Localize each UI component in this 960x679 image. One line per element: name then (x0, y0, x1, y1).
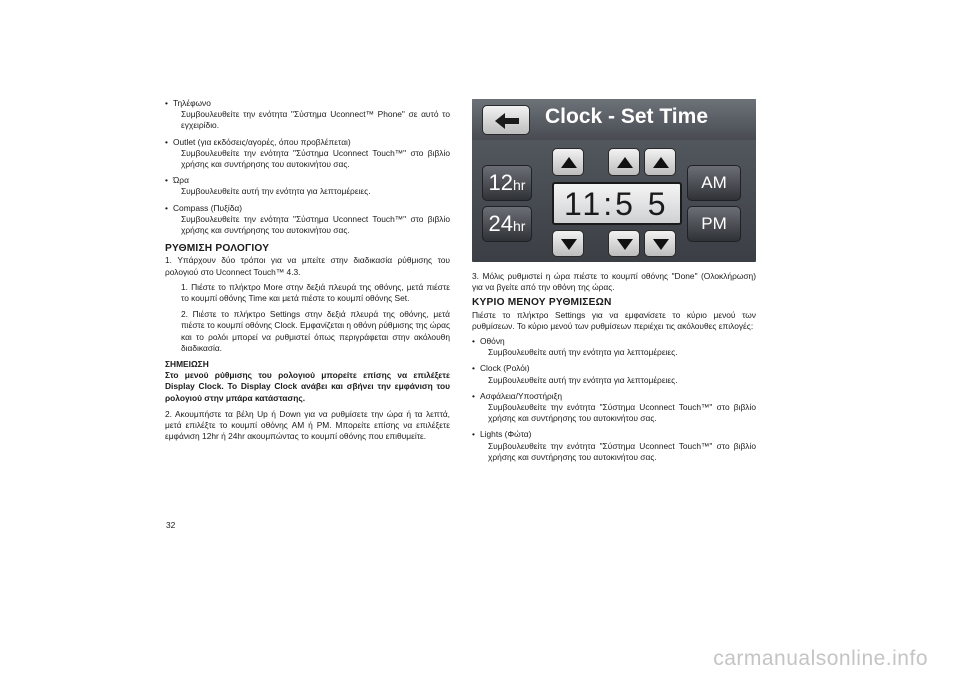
watermark: carmanualsonline.info (713, 647, 928, 670)
list-item-title: • Compass (Πυξίδα) (165, 203, 450, 214)
12hr-button[interactable] (482, 165, 532, 201)
list-item-title: • Ώρα (165, 175, 450, 186)
list-item-title: • Ασφάλεια/Υποστήριξη (472, 391, 756, 402)
triangle-down-icon (645, 231, 677, 258)
triangle-down-icon (609, 231, 641, 258)
list-item-text: Συμβουλευθείτε αυτή την ενότητα για λεπτομέρειες. (488, 347, 678, 358)
list-item-text: Συμβουλευθείτε την ενότητα "Σύστημα Uconnect™ Phone" σε αυτό το εγχειρίδιο. (181, 109, 450, 131)
triangle-up-icon (609, 149, 641, 177)
minute-ones-up-button[interactable] (644, 148, 676, 176)
step-more-button: 1. Πιέστε το πλήκτρο More στην δεξιά πλευρά της οθόνης, μετά πιέστε το κουμπί οθόνης Time και μετά πιέστε το κουμπί οθόνης Set. (181, 281, 450, 304)
list-item-title: • Clock (Ρολόι) (472, 363, 756, 374)
main-settings-heading: ΚΥΡΙΟ ΜΕΝΟΥ ΡΥΘΜΙΣΕΩΝ (472, 297, 612, 309)
am-label: AM (701, 173, 727, 192)
minute-tens-up-button[interactable] (608, 148, 640, 176)
triangle-up-icon (645, 149, 677, 177)
step-settings-button: 2. Πιέστε το πλήκτρο Settings στην δεξιά πλευρά της οθόνης, μετά πιέστε το κουμπί οθόνης Clock. Εμφανίζεται η οθόνη ρύθμισης της ώρας και το ρολόι μπορεί να ρυθμιστεί όπως περιγράφεται στην ακόλουθη διαδικασία. (181, 309, 450, 353)
list-item-text: Συμβουλευθείτε την ενότητα "Σύστημα Uconnect Touch™" στο βιβλίο χρήσης και συντήρησης του αυτοκινήτου σας. (488, 440, 756, 462)
list-item-text: Συμβουλευθείτε την ενότητα "Σύστημα Uconnect Touch™" στο βιβλίο χρήσης και συντήρησης του αυτοκινήτου σας. (488, 402, 756, 424)
clock-set-time-screen (472, 99, 756, 262)
am-button[interactable] (687, 165, 741, 201)
back-button[interactable] (482, 105, 530, 135)
list-item-title: • Οθόνη (472, 336, 756, 347)
24hr-label: 24hr (488, 211, 526, 236)
page-number: 32 (166, 520, 176, 530)
note-title: ΣΗΜΕΙΩΣΗ (165, 359, 209, 370)
list-item-text: Συμβουλευθείτε την ενότητα "Σύστημα Uconnect Touch™" στο βιβλίο χρήσης και συντήρησης του αυτοκινήτου σας. (181, 147, 450, 170)
clock-setting-heading: ΡΥΘΜΙΣΗ ΡΟΛΟΓΙΟΥ (165, 243, 270, 255)
list-item-text: Συμβουλευθείτε την ενότητα "Σύστημα Uconnect Touch™" στο βιβλίο χρήσης και συντήρησης του αυτοκινήτου σας. (181, 213, 450, 236)
pm-label: PM (701, 214, 727, 233)
pm-button[interactable] (687, 206, 741, 242)
back-arrow-icon (483, 106, 531, 136)
step-done: 3. Μόλις ρυθμιστεί η ώρα πιέστε το κουμπί οθόνης "Done" (Ολοκλήρωση) για να βγείτε από την οθόνη της ώρας. (472, 271, 756, 293)
note-text: Στο μενού ρύθμισης του ρολογιού μπορείτε επίσης να επιλέξετε Display Clock. To Display Clock ανάβει και σβήνει την εμφάνιση του ρολογιού στην μπάρα κατάστασης. (165, 370, 450, 403)
clock-intro: 1. Υπάρχουν δύο τρόποι για να μπείτε στην διαδικασία ρύθμισης του ρολογιού στο Uconnect Touch™ 4.3. (165, 255, 450, 277)
list-item-title: • Τηλέφωνο (165, 98, 450, 109)
main-settings-intro: Πιέστε το πλήκτρο Settings για να εμφανίσετε το κύριο μενού των ρυθμίσεων. Το κύριο μενού των ρυθμίσεων περιέχει τις ακόλουθες επιλογές: (472, 309, 756, 331)
screen-title: Clock - Set Time (545, 105, 708, 128)
list-item-title: • Lights (Φώτα) (472, 429, 756, 440)
minute-ones-down-button[interactable] (644, 230, 676, 257)
time-value: 11:5 5 (564, 186, 669, 222)
list-item-title: • Outlet (για εκδόσεις/αγορές, όπου προβλέπεται) (165, 137, 450, 148)
12hr-label: 12hr (488, 170, 526, 195)
triangle-down-icon (553, 231, 585, 258)
hour-up-button[interactable] (552, 148, 584, 176)
triangle-up-icon (553, 149, 585, 177)
right-column (472, 271, 756, 463)
minute-tens-down-button[interactable] (608, 230, 640, 257)
hour-down-button[interactable] (552, 230, 584, 257)
24hr-button[interactable] (482, 206, 532, 242)
list-item-text: Συμβουλευθείτε αυτή την ενότητα για λεπτομέρειες. (181, 186, 371, 197)
time-display (552, 182, 682, 225)
left-column (165, 98, 450, 446)
step-arrows: 2. Ακουμπήστε τα βέλη Up ή Down για να ρυθμίσετε την ώρα ή τα λεπτά, μετά επιλέξτε το κουμπί οθόνης AM ή PM. Μπορείτε επίσης να επιλέξετε εμφάνιση 12hr ή 24hr ακουμπώντας το κουμπί οθόνης που επιθυμείτε. (165, 408, 450, 442)
list-item-text: Συμβουλευθείτε αυτή την ενότητα για λεπτομέρειες. (488, 374, 678, 385)
